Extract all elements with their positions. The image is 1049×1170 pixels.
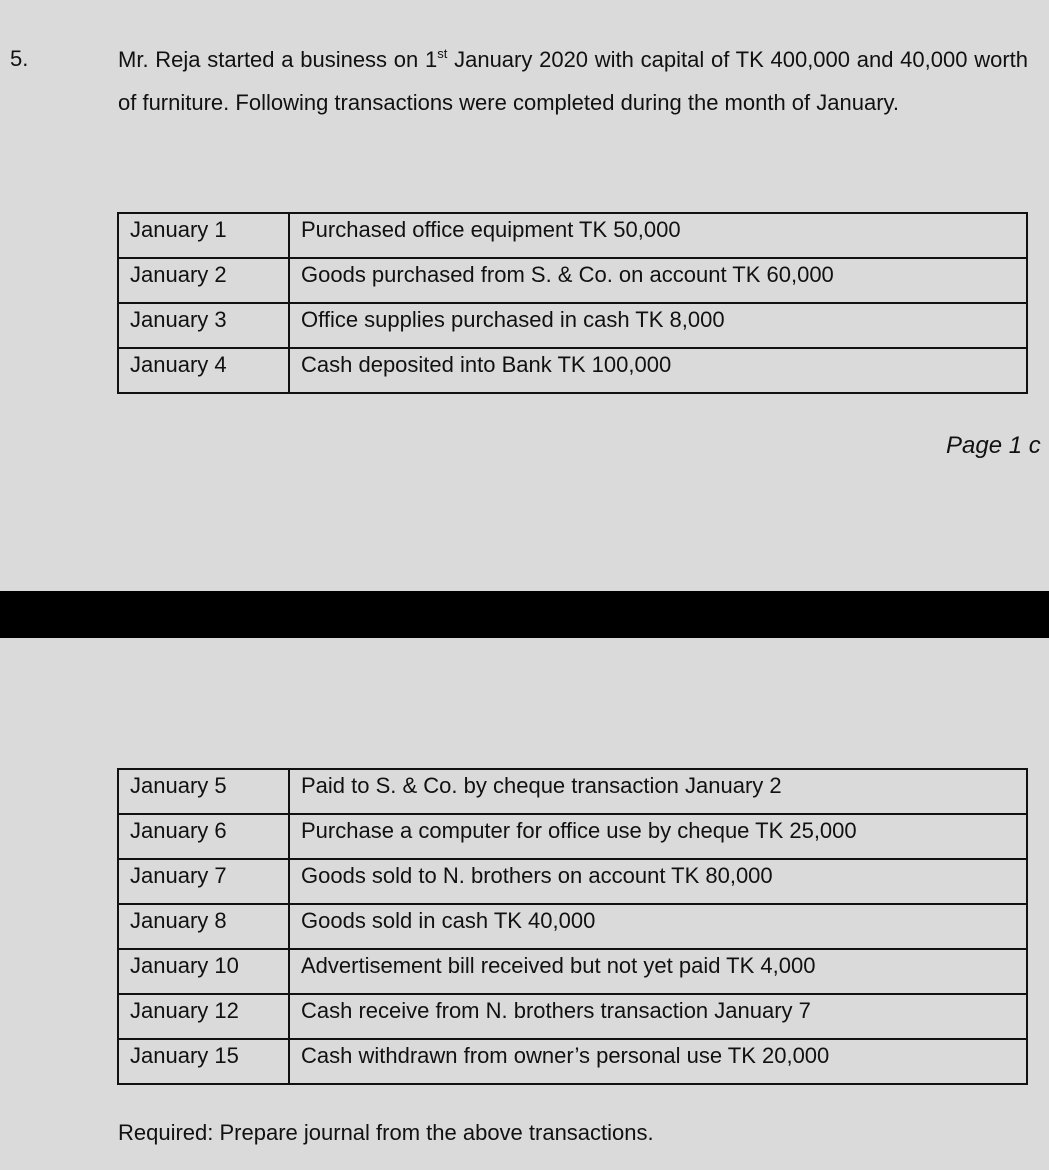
table-row	[118, 769, 1027, 814]
transaction-description: Goods sold to N. brothers on account TK 80,000	[289, 859, 1027, 904]
transaction-date: January 15	[118, 1039, 289, 1084]
question-number: 5.	[10, 46, 29, 71]
table-row	[118, 859, 1027, 904]
transaction-description: Cash deposited into Bank TK 100,000	[289, 348, 1027, 393]
table-row	[118, 213, 1027, 258]
transaction-description: Cash withdrawn from owner’s personal use TK 20,000	[289, 1039, 1027, 1084]
transaction-description: Advertisement bill received but not yet paid TK 4,000	[289, 949, 1027, 994]
transaction-date: January 3	[118, 303, 289, 348]
transaction-description: Purchase a computer for office use by cheque TK 25,000	[289, 814, 1027, 859]
table-row	[118, 949, 1027, 994]
table-row	[118, 994, 1027, 1039]
transaction-date: January 10	[118, 949, 289, 994]
transactions-table-1	[117, 212, 1028, 394]
ordinal-suffix: st	[437, 46, 448, 61]
transaction-description: Purchased office equipment TK 50,000	[289, 213, 1027, 258]
question-intro	[118, 38, 1028, 124]
table-row	[118, 904, 1027, 949]
intro-text-rest: January 2020 with capital of TK 400,000 and 40,000 worth of furniture. Following transactions were completed during the month of January.	[118, 47, 1028, 115]
page-number-label: Page 1 c	[946, 432, 1041, 459]
transaction-date: January 12	[118, 994, 289, 1039]
transaction-description: Office supplies purchased in cash TK 8,000	[289, 303, 1027, 348]
transaction-date: January 8	[118, 904, 289, 949]
intro-text-start: Mr. Reja started a business on 1	[118, 47, 438, 72]
transaction-date: January 1	[118, 213, 289, 258]
transaction-description: Goods purchased from S. & Co. on account TK 60,000	[289, 258, 1027, 303]
transaction-date: January 4	[118, 348, 289, 393]
page-break-bar	[0, 591, 1049, 638]
transaction-date: January 2	[118, 258, 289, 303]
table-row	[118, 303, 1027, 348]
transaction-description: Paid to S. & Co. by cheque transaction January 2	[289, 769, 1027, 814]
table-row	[118, 258, 1027, 303]
transaction-date: January 6	[118, 814, 289, 859]
transaction-date: January 5	[118, 769, 289, 814]
table-row	[118, 348, 1027, 393]
table-row	[118, 814, 1027, 859]
transaction-description: Cash receive from N. brothers transaction January 7	[289, 994, 1027, 1039]
table-row	[118, 1039, 1027, 1084]
required-instruction: Required: Prepare journal from the above transactions.	[118, 1120, 654, 1145]
transaction-description: Goods sold in cash TK 40,000	[289, 904, 1027, 949]
transaction-date: January 7	[118, 859, 289, 904]
transactions-table-2	[117, 768, 1028, 1085]
